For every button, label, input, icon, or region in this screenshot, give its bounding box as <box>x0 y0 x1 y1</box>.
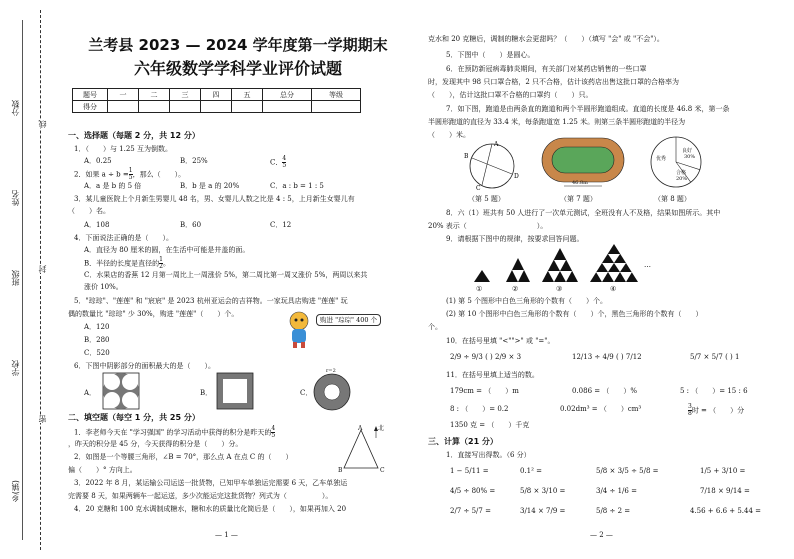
score-label: 分数 <box>11 100 20 116</box>
score-input[interactable] <box>232 101 263 113</box>
r5: 5．下图中（ ）是圆心。 <box>446 51 535 59</box>
exam-title-1: 兰考县 2023 — 2024 学年度第一学期期末 <box>88 36 388 54</box>
q5-option-b: B．280 <box>84 336 110 344</box>
line-mark: 线 <box>38 120 47 128</box>
q5-cont: 偶的数量比 "琮琮" 少 30%，购进 "莲莲"（ ）个。 <box>68 310 239 318</box>
pie-label-pass: 合格 <box>676 170 687 176</box>
score-cell-h5: 五 <box>232 89 263 101</box>
score-row-label: 得分 <box>73 101 108 113</box>
class-label: 班级 <box>11 270 20 286</box>
f1: 1．李老师今天在 "学习强国" 的学习活动中获得的积分是昨天的 $\frac{4}{5}$ <box>74 425 276 439</box>
r10-item-3: 5/7 × 5/7 ( ) 1 <box>690 353 740 361</box>
q6-option-a: A． <box>84 389 97 397</box>
score-input[interactable] <box>201 101 232 113</box>
score-cell-h4: 四 <box>201 89 232 101</box>
fig7-caption: （第 7 题） <box>560 195 597 203</box>
q4: 4．下面说法正确的是（ ）。 <box>74 234 173 242</box>
r7-cont2: （ ）米。 <box>428 131 470 139</box>
fig8-caption: （第 8 题） <box>654 195 691 203</box>
q2-option-a: A．a 是 b 的 5 倍 <box>84 182 142 190</box>
svg-text:C: C <box>476 185 481 192</box>
score-input[interactable] <box>170 101 201 113</box>
score-cell-grade: 等级 <box>312 89 361 101</box>
school-label: 学校 <box>11 360 20 376</box>
score-input[interactable] <box>263 101 312 113</box>
r10: 10．在括号里填 "<"">" 或 "="。 <box>446 337 555 345</box>
calc-r1-c3: 5/8 × 3/5 ÷ 5/8 = <box>596 467 659 475</box>
calc-r3-c2: 3/14 × 7/9 = <box>520 507 566 515</box>
town-label: 乡(镇) <box>11 480 20 503</box>
tri-label-a: A <box>358 425 363 432</box>
page-number-2: — 2 — <box>590 531 613 539</box>
q6: 6．下图中阴影部分的面积最大的是（ ）。 <box>74 362 215 370</box>
calc-r2-c4: 7/18 × 9/14 = <box>700 487 750 495</box>
q4-option-c: C．水果店的香蕉 12 月第一周比上一周涨价 5%，第二周比第一周又涨价 5%，两周以来共 <box>84 271 368 279</box>
pie-good-pct: 30% <box>684 154 696 160</box>
f2: 2．如图是一个等腰三角形，∠B = 70°，那么点 A 在点 C 的（ ） <box>74 453 293 461</box>
f1-cont: ，昨天的积分是 45 分，今天获得的积分是（ ）分。 <box>68 440 243 448</box>
pie-label-good: 良好 <box>682 148 693 154</box>
r11-5: 0.02dm³ = （ ）cm³ <box>560 405 642 413</box>
f3: 3．2022 年 8 月，某运输公司运送一批货物，已知甲车单独运完需要 6 天，乙车单独运 <box>74 479 348 487</box>
score-cell-total: 总分 <box>263 89 312 101</box>
q2-option-b: B．b 是 a 的 20% <box>180 182 240 190</box>
q4-option-b: B．半径的长度是直径的 $\frac{1}{2}$ 。 <box>84 256 170 270</box>
fig5-circle <box>462 140 522 196</box>
fig7-length: 46.8m <box>572 180 588 186</box>
r11-6: $\frac{3}{8}$ 时 = （ ）分 <box>688 403 745 417</box>
r9-label-2: ② <box>512 285 519 293</box>
q5: 5．"琮琮"、"莲莲" 和 "宸宸" 是 2023 杭州亚运会的吉祥物。一家玩具店购进 "莲莲" 玩 <box>74 297 348 305</box>
score-table <box>72 88 361 113</box>
r9b: (2) 第 10 个图形中白色三角形的个数有（ ）个，黑色三角形的个数有（ ） <box>446 310 703 318</box>
calc-r2-c3: 3/4 ÷ 1/6 = <box>596 487 637 495</box>
north-label: 北 <box>378 425 385 432</box>
exam-title-2: 六年级数学学科学业评价试题 <box>133 59 342 78</box>
f2-cont: 偏（ ）° 方向上。 <box>68 466 137 474</box>
r9-ellipsis: … <box>644 261 651 269</box>
q1-option-a: A．0.25 <box>84 157 112 165</box>
fig5-caption: （第 5 题） <box>468 195 505 203</box>
calc-r3-c3: 5/8 ÷ 2 = <box>596 507 631 515</box>
score-cell-h1: 一 <box>108 89 139 101</box>
q1: 1．（ ）与 1.25 互为倒数。 <box>74 145 172 153</box>
r6-cont: 时，发现其中 98 只口罩合格，2 只不合格，估计该药店出售这批口罩的合格率为 <box>428 78 680 86</box>
q6-option-b: B． <box>200 389 213 397</box>
pie-label-excellent: 优秀 <box>656 156 667 162</box>
seal-line <box>40 10 41 550</box>
r9-label-1: ① <box>476 285 483 293</box>
score-input[interactable] <box>139 101 170 113</box>
r6: 6．在预防新冠病毒肺炎期间，有关部门对某药店销售的一些口罩 <box>446 65 647 73</box>
calc-r1-c1: 1 − 5/11 = <box>450 467 489 475</box>
secret-mark: 密 <box>38 415 47 423</box>
section-2-heading: 二、填空题（每空 1 分，共 25 分） <box>68 413 200 422</box>
r10-item-2: 12/13 ÷ 4/9 ( ) 7/12 <box>572 353 642 361</box>
r9-label-4: ④ <box>610 285 617 293</box>
q6-figure-a <box>102 372 140 414</box>
f4: 4．20 克糖和 100 克水调制成糖水，糖和水的质量比化简后是（ ），如果再加入 20 <box>74 505 347 513</box>
r7-cont: 半圆形跑道的直径为 33.4 米，每条跑道宽 1.25 米。则第三条半圆形跑道的半径为 <box>428 118 686 126</box>
r10-item-1: 2/9 ÷ 9/3 ( ) 2/9 × 3 <box>450 353 522 361</box>
q5-speech-bubble: 购进 "琮琮" 400 个 <box>316 314 381 326</box>
q3-option-b: B．60 <box>180 221 202 229</box>
q3-option-c: C．12 <box>270 221 292 229</box>
q1-option-b: B．25% <box>180 157 208 165</box>
r8-cont: 20% 表示（ ）。 <box>428 222 548 230</box>
r9: 9．请根据下图中的规律，按要求回答问题。 <box>446 235 584 243</box>
r11-3: 5 : （ ）= 15 : 6 <box>680 387 748 395</box>
binding-margin <box>0 0 50 559</box>
calc-r2-c1: 4/5 ÷ 80% = <box>450 487 496 495</box>
q2-option-c: C．a : b = 1 : 5 <box>270 182 324 190</box>
fill-line <box>22 20 23 540</box>
r9a: (1) 第 5 个图形中白色三角形的个数有（ ）个。 <box>446 297 608 305</box>
r9-label-3: ③ <box>556 285 563 293</box>
r11-7: 1350 克 = （ ）千克 <box>450 421 530 429</box>
q1-option-c: C． $\frac{4}{5}$ <box>270 155 287 169</box>
tri-label-b: B <box>338 467 343 474</box>
calc-r3-c1: 2/7 ÷ 5/7 = <box>450 507 491 515</box>
score-input[interactable] <box>312 101 361 113</box>
score-cell-h0: 题号 <box>73 89 108 101</box>
section-1-heading: 一、选择题（每题 2 分，共 12 分） <box>68 131 200 140</box>
r11-1: 179cm = （ ）m <box>450 387 519 395</box>
mascot-image <box>286 309 312 349</box>
r11-2: 0.086 = （ ）% <box>572 387 638 395</box>
q5-option-c: C．520 <box>84 349 110 357</box>
r9c: 个。 <box>428 323 442 331</box>
svg-text:A: A <box>494 141 499 148</box>
c1: 1．直接写出得数。（6 分） <box>446 451 531 459</box>
q3-cont: （ ）名。 <box>68 207 110 215</box>
tri-label-c: C <box>380 467 385 474</box>
calc-r1-c2: 0.1² = <box>520 467 543 475</box>
r4-cont: 克水和 20 克糖后，调制的糖水会更甜吗？（ ）（填写 "会" 或 "不会"）。 <box>428 35 664 43</box>
q3-option-a: A．108 <box>84 221 110 229</box>
r6-cont2: （ ），估计这批口罩不合格的口罩约（ ）只。 <box>428 91 593 99</box>
fig8-pie <box>648 134 704 194</box>
r7: 7．如下图，跑道是由两条直的跑道和两个半圆形跑道组成。直道的长度是 46.8 米，第一条 <box>446 105 730 113</box>
calc-r2-c2: 5/8 × 3/10 = <box>520 487 566 495</box>
score-cell-h2: 二 <box>139 89 170 101</box>
pie-pass-pct: 20% <box>676 176 688 182</box>
r11: 11．在括号里填上适当的数。 <box>446 371 539 379</box>
r11-4: 8 : （ ）= 0.2 <box>450 405 509 413</box>
q3: 3．某儿童医院上个月新生男婴儿 48 名，男、女婴儿人数之比是 4 : 5，上月新生女婴儿有 <box>74 195 355 203</box>
q2: 2．如果 a ÷ b = $\frac{1}{5}$ ，那么（ ）。 <box>74 167 186 181</box>
q6-radius-label: r=2 <box>326 368 336 374</box>
r8: 8．六（1）班共有 50 人进行了一次单元测试，全班没有人不及格，结果如图所示。其中 <box>446 209 721 217</box>
q5-option-a: A．120 <box>84 323 110 331</box>
page-number-1: — 1 — <box>215 531 238 539</box>
seal-mark: 封 <box>38 265 47 273</box>
svg-text:B: B <box>464 153 469 160</box>
f3-cont: 完需要 8 天，如果两辆车一起运送，多少次能运完这批货物？列式为（ ）。 <box>68 492 333 500</box>
name-label: 姓名 <box>11 190 20 206</box>
svg-text:D: D <box>514 173 519 180</box>
q4-option-a: A．直径为 80 厘米的圆，在生活中可能是井盖的面。 <box>84 246 250 254</box>
q6-figure-b <box>216 372 254 414</box>
calc-r1-c4: 1/5 + 3/10 = <box>700 467 746 475</box>
q4-option-c-cont: 涨价 10%。 <box>84 283 123 291</box>
score-cell-h3: 三 <box>170 89 201 101</box>
calc-r3-c4: 4.56 + 6.6 + 5.44 = <box>690 507 762 515</box>
score-input[interactable] <box>108 101 139 113</box>
q6-option-c: C． <box>300 389 313 397</box>
section-3-heading: 三、计算（21 分） <box>428 437 498 446</box>
